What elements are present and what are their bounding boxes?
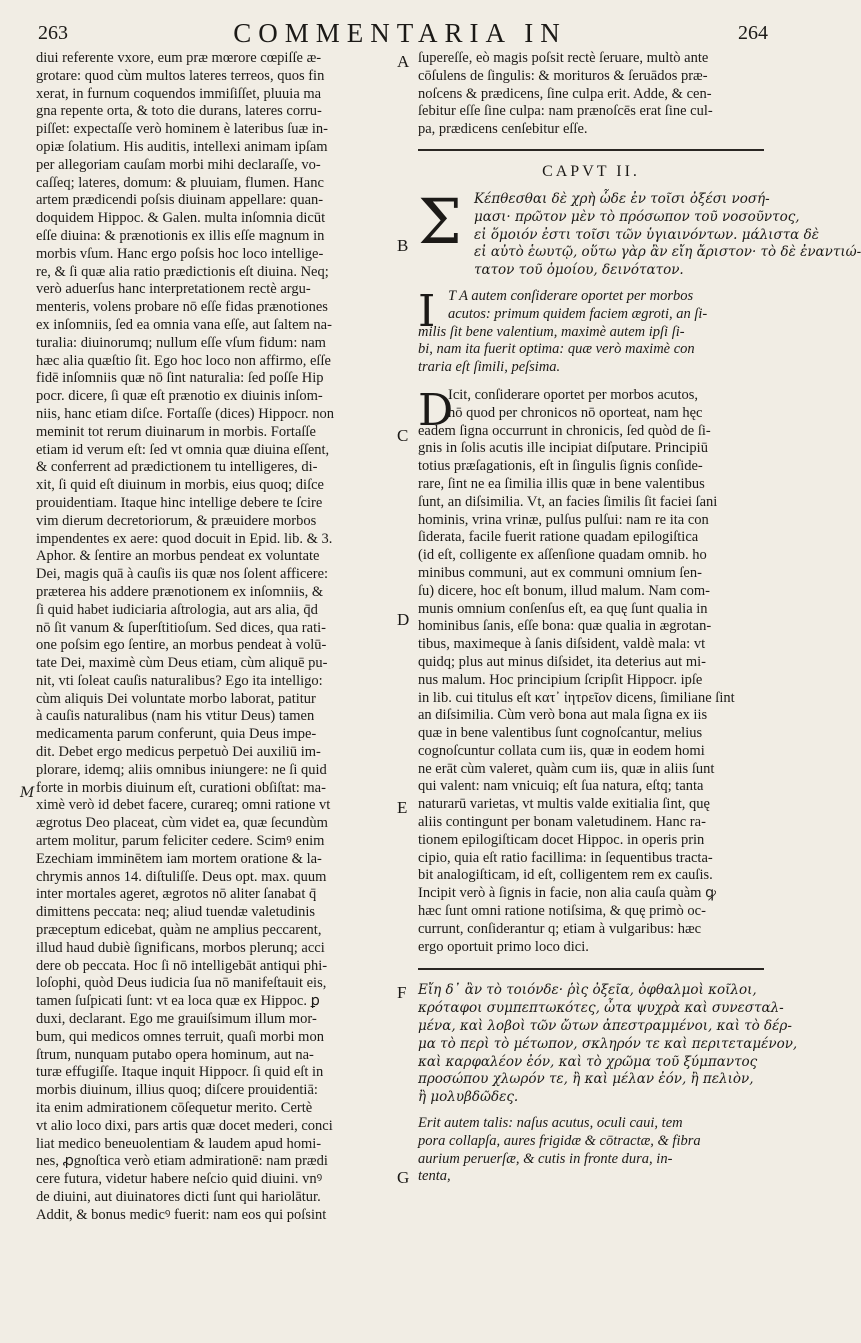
text-line: dere ob peccata. Hoc ſi nō intelligebāt antiqui phi- <box>36 957 328 974</box>
text-line: caſſeq; lateres, domum: & pluuiam, flumen. Hanc <box>36 174 324 191</box>
text-line: ſupereſſe, eò magis poſsit rectè ſeruare, multò ante <box>418 50 709 66</box>
right-column <box>418 50 861 1186</box>
text-line: & conferrent ad prædictionem tu intelligeres, di- <box>36 459 318 476</box>
text-line: tibus, maximeque à ſanis diſsident, valdè mala: vt <box>418 636 706 653</box>
text-line: cognoſcuntur collata cum iis, quæ in eodem homi <box>418 742 705 759</box>
text-line: turalia: diuinorumq; nullum eſſe vſum fidum: nam <box>36 334 326 351</box>
text-line: eſſe diuina: & prænotionis ex illis eſſe magnum in <box>36 227 325 244</box>
text-line: hominibus ſanis, eſſe bona: quæ qualia in ægrotan- <box>418 618 712 635</box>
text-line: medicamenta parum conferunt, quia Deus impe- <box>36 726 317 743</box>
text-line: forte in morbis diuinum eſt, curationi obſiſtat: ma- <box>36 779 326 796</box>
text-line: cipio, quia eſt ratio facillima: in ſequentibus tracta- <box>418 849 713 866</box>
text-line: ex inſomniis, ſed ea omnia vana eſſe, aut ſaltem na- <box>36 316 332 333</box>
text-line: dimittens peccata: neq; aliud tuendæ valetudinis <box>36 904 316 921</box>
text-line: ſi quid habet iudiciaria aſtrologia, aut ars alia, q̄d <box>36 601 318 618</box>
text-line: ſunt, an diſsimilia. Vt, an facies ſimilis ſit faciei ſani <box>418 493 718 510</box>
text-line: Aphor. & ſentire an morbus pendeat ex voluntate <box>36 548 320 565</box>
text-line: morbis vſum. Hanc ergo poſsis hoc loco intellige- <box>36 245 324 262</box>
text-line: præceptum edicebat, quàm ne amplius peccarent, <box>36 922 322 939</box>
greek-line: καὶ καρφαλέον ἐόν, καὶ τὸ χρῶμα τοῦ ξύμπαντος <box>418 1053 758 1070</box>
italic-line: acutos: primum quidem faciem ægroti, an ſi- <box>448 305 708 322</box>
text-line: turæ effugiſſe. Itaque inquit Hippocr. ſi quid eſt in <box>36 1064 324 1081</box>
text-line: niis, hanc etiam diſce. Fortaſſe (dices) Hippocr. non <box>36 405 334 422</box>
text-line: xerat, in furnum coquendos immiſiſſet, pluuia ma <box>36 85 322 102</box>
text-line: ægrotus Deo placeat, cùm videt ea, quæ ſecundùm <box>36 815 328 832</box>
commentary-initial: D <box>418 384 454 436</box>
text-line: Dei, magis quā à cauſis iis quæ nos ſolent afficere: <box>36 566 329 583</box>
chapter-heading: CAPVT II. <box>542 162 640 180</box>
text-line: nit, vti ſoleat cauſis naturalibus? Ego ita intelligo: <box>36 672 323 689</box>
greek-line: μασι· πρῶτον μὲν τὸ πρόσωπον τοῦ νοσοῦντος, <box>474 208 800 225</box>
commentary-block <box>418 384 764 957</box>
text-line: liat medico beneuolentiam & laudem apud homi- <box>36 1135 322 1152</box>
text-line: inter mortales ageret, ægrotos nō aliter ſanabat q̄ <box>36 886 317 903</box>
italic-line: aurium peruerſæ, & cutis in fronte dura, in- <box>418 1150 673 1167</box>
text-line: tate Dei, maximè cùm Deus etiam, cùm aliquē pu- <box>36 655 328 672</box>
text-line: illud haud dubiè ſignificans, morbos plerunq; acci <box>36 939 325 956</box>
greek-line: Κέπθεσθαι δὲ χρὴ ὧδε ἐν τοῖσι ὀξέσι νοσή- <box>474 190 770 207</box>
text-line: bit analogiſticam, id eſt, colligentem rem ex cauſis. <box>418 867 713 884</box>
italic-line: tenta, <box>418 1168 451 1185</box>
text-line: Addit, & bonus medicꝰ fuerit: nam eos qui poſsint <box>36 1206 327 1223</box>
text-line: artem prædicendi poſsis diuinam appellare: quan- <box>36 192 324 209</box>
text-line: eadem ſigna occurrunt in chronicis, ſed quòd de ſi- <box>418 422 711 439</box>
text-line: hominis, vrina vrinæ, pulſus pulſui: nam re ita con <box>418 511 709 528</box>
text-line: quidq; plus aut minus diſsidet, ita deterius aut mi- <box>418 653 706 670</box>
text-line: ſiderata, facile fuerit ratione quadam epilogiſtica <box>418 529 699 546</box>
latin-translation-block-2 <box>418 1115 764 1186</box>
greek-line: προσώπου χλωρόν τε, ἢ καὶ μέλαν ἐόν, ἢ πελιὸν, <box>418 1071 754 1088</box>
section-rule-2 <box>418 968 764 970</box>
running-title: COMMENTARIA IN <box>233 18 567 48</box>
text-line: Icit, conſiderare oportet per morbos acutos, <box>448 386 699 403</box>
text-line: ita enim admirationem cōſequetur merito. Certè <box>36 1100 313 1117</box>
greek-text-block-2 <box>418 982 798 1107</box>
margin-letter-a: A <box>397 52 410 71</box>
margin-letter-c: C <box>397 426 409 445</box>
text-line: cōſulens de ſingulis: & morituros & ſeruādos præ- <box>418 67 708 84</box>
margin-letter-e: E <box>397 798 408 817</box>
latin-initial: I <box>418 285 436 337</box>
text-line: hæc ſunt omni ratione notiſsima, & quę primò oc- <box>418 903 706 920</box>
page-number-right: 264 <box>738 22 768 44</box>
text-line: an diſsimilia. Cùm verò bona aut mala ſigna ex iis <box>418 707 708 724</box>
text-line: verò aduerſus hanc interpretationem rectè argu- <box>36 281 311 298</box>
right-top-text <box>418 50 764 139</box>
text-line: vt alio loco dixi, pars artis quæ docet mederi, conci <box>36 1117 333 1134</box>
text-line: cere futura, videtur habere neſcio quid diuini. vnꝰ <box>36 1171 323 1188</box>
italic-line: Erit autem talis: naſus acutus, oculi caui, tem <box>418 1115 683 1132</box>
page-header <box>0 18 800 54</box>
margin-letter-g: G <box>397 1168 410 1187</box>
text-line: Incipit verò à ſignis in facie, non alia cauſa quàm ꝙ <box>418 885 716 902</box>
text-line: morbis diuinum, illius quoq; diſcere prouidentiā: <box>36 1082 318 1099</box>
greek-line: μα τὸ περὶ τὸ μέτωπον, σκληρόν τε καὶ περιτεταμένον, <box>418 1035 798 1052</box>
text-line: currunt, conſiderantur q; etiam à vulgaribus: hæc <box>418 920 702 937</box>
text-line: diui referente vxore, eum præ mœrore cœpiſſe æ- <box>36 50 322 66</box>
text-line: chrymis annos 14. diſtuliſſe. Deus opt. max. quum <box>36 868 327 885</box>
text-line: cùm aliquis Dei voluntate morbo laborat, patitur <box>36 690 316 707</box>
italic-line: pora collapſa, aures frigidæ & cōtractæ, & fibra <box>418 1132 701 1149</box>
text-line: opiæ ſolatium. His auditis, intellexi animam ipſam <box>36 138 328 155</box>
text-line: ximè verò id debet facere, curareq; omni ratione vt <box>36 797 331 814</box>
text-line: dit. Debet ergo medicus perpetuò Dei auxiliū im- <box>36 744 321 761</box>
text-line: etiam id verum eſt: ſed vt omnia quæ diuina eſſent, <box>36 441 330 458</box>
italic-line: milis ſit bene valentium, maximè autem ipſi ſi- <box>418 323 685 340</box>
greek-line: Εἴη δ᾽ ἂν τὸ τοιόνδε· ῥὶς ὀξεῖα, ὀφθαλμοὶ κοῖλοι, <box>418 982 757 999</box>
text-line: loſophi, quòd Deus iudicia ſua nō manifeſtauit eis, <box>36 975 327 992</box>
text-line: in lib. cui titulus eſt κατ᾽ ἰητρεῖον dicens, ſimiliane ſint <box>418 689 735 706</box>
text-line: aliis contingunt per bonam valetudinem. Hanc ra- <box>418 814 706 831</box>
italic-line: bi, nam ita fuerit optima: quæ verò maximè con <box>418 341 695 358</box>
text-line: grotare: quod cùm multos lateres terreos, quos fin <box>36 67 325 84</box>
text-line: Ezechiam imminētem iam mortem oratione & la- <box>36 850 322 867</box>
text-line: artem molitur, parum feliciter cedere. Scimꝰ enim <box>36 833 325 850</box>
text-line: plorare, idemq; aliis omnibus iniungere: ne ſi quid <box>36 761 327 778</box>
text-line: ſebitur eſſe ſine culpa: nam prænoſcēs erat ſine cul- <box>418 103 713 120</box>
margin-letter-f: F <box>397 983 407 1002</box>
margin-letter-b: B <box>397 236 409 255</box>
latin-translation-block <box>418 285 764 377</box>
text-line: fidē inſomniis quæ nō ſint naturalia: ſed poſſe Hip <box>36 370 324 387</box>
italic-line: T A autem conſiderare oportet per morbos <box>448 287 694 304</box>
text-line: duxi, declarant. Ego me grauiſsimum illum mor- <box>36 1011 317 1028</box>
text-line: rare, ſint ne ea ſimilia illis quæ in bene valentibus <box>418 475 705 492</box>
greek-initial: Σ <box>418 184 462 258</box>
left-column <box>36 50 394 1225</box>
text-line: qui valent: nam vnicuiq; eſt ſua natura, eſtq; tanta <box>418 778 704 795</box>
text-line: meminit tot rerum diuinarum in morbis. Fortaſſe <box>36 423 316 440</box>
text-line: ſu) dicere, hoc eſt bonum, illud malum. Nam com- <box>418 582 710 599</box>
page-number-left: 263 <box>38 22 68 44</box>
text-line: ſtrum, nunquam putabo opera hominum, aut na- <box>36 1046 314 1063</box>
greek-line: εἰ αὐτὸ ἑωυτῷ, οὕτω γὰρ ἂν εἴη ἄριστον· τὸ δὲ ἐναντιώ- <box>474 244 861 261</box>
text-line: ergo oportuit primo loco dici. <box>418 938 589 955</box>
italic-line: traria eſt ſimili, peſsima. <box>418 359 561 376</box>
text-line: piſſet: expectaſſe verò hominem è lateribus ſuæ in- <box>36 121 328 138</box>
text-line: per allegoriam cauſam morbi mihi declaraſſe, vo- <box>36 156 321 173</box>
text-line: pocr. dicere, ſi quæ eſt prænotio ex diuinis inſom- <box>36 388 323 405</box>
greek-text-block <box>418 184 861 280</box>
text-line: præterea his addere prænotionem ex inſomniis, & <box>36 583 324 600</box>
text-line: gnis in ſolis acutis ille incipiat diſputare. Principiū <box>418 440 708 457</box>
text-line: menteris, volens probare nō eſſe fidas prænotiones <box>36 299 328 316</box>
text-line: xit, ſi quid eſt diuinum in morbis, eius quoq; diſce <box>36 477 324 494</box>
text-line: à cauſis naturalibus (nam his vtitur Deus) tamen <box>36 708 315 725</box>
text-line: de diuini, aut diuinatores dicti ſunt qui hariolātur. <box>36 1189 321 1205</box>
greek-line: κρόταφοι συμπεπτωκότες, ὦτα ψυχρὰ καὶ συνεσταλ- <box>418 1000 784 1017</box>
greek-line: εἰ ὅμοιόν ἐστι τοῖσι τῶν ὑγιαινόντων. μάλιστα δὲ <box>474 226 819 243</box>
greek-line: μένα, καὶ λοβοὶ τῶν ὤτων ἀπεστραμμένοι, καὶ τὸ δέρ- <box>418 1018 792 1035</box>
text-line: impendentes ex aere: quod docuit in Epid. lib. & 3. <box>36 530 333 547</box>
text-line: doquidem Hippoc. & Galen. multa inſomnia dicūt <box>36 210 326 227</box>
text-line: noſcens & prædicens, ſine culpa erit. Adde, & cen- <box>418 85 712 102</box>
text-line: bum, qui medicos omnes terruit, quaſi morbi mon <box>36 1028 324 1045</box>
text-line: (id eſt, colligente ex aſſenſione quadam omnib. ho <box>418 547 707 564</box>
text-line: tamen ſuſpicati ſunt: vt ea loca quæ ex Hippoc. ꝑ <box>36 993 320 1010</box>
text-line: nes, ꝓgnoſtica verò etiam admirationē: nam prædi <box>36 1153 328 1170</box>
text-line: ne erāt cùm valeret, quàm cum iis, quæ in aliis ſunt <box>418 760 715 777</box>
text-line: nō quod per chronicos nō oporteat, nam hęc <box>448 404 703 421</box>
text-line: totius præſagationis, eſt in ſingulis ſignis conſide- <box>418 458 703 475</box>
text-line: one poſsim ego ſentire, an morbus pendeat à volū- <box>36 637 327 654</box>
greek-line: ἢ μολυβδῶδες. <box>418 1089 519 1106</box>
side-note-mark: M <box>20 785 35 801</box>
text-line: quæ in bene valentibus ſunt cognoſcantur, melius <box>418 725 703 742</box>
section-rule <box>418 149 764 151</box>
text-line: re, & ſi quæ alia ratio prædictionis eſt diuina. Neq; <box>36 263 329 280</box>
text-line: hæc alia quæſtio ſit. Ego hoc loco non affirmo, eſſe <box>36 352 331 369</box>
text-line: pa, prædicens cenſebitur eſſe. <box>418 121 588 138</box>
text-line: minibus communi, aut ex communi omnium ſen- <box>418 564 702 581</box>
text-line: prouidentiam. Itaque hinc intellige debere te ſcire <box>36 494 323 511</box>
text-line: tionem epilogiſticam docet Hippoc. in operis prin <box>418 831 705 848</box>
text-line: gna repente orta, & toto die durans, lateres corru- <box>36 103 322 120</box>
greek-line: τατον τοῦ ὁμοίου, δεινότατον. <box>474 262 684 279</box>
text-line: munis omnium conſenſus eſt, ea quę ſunt qualia in <box>418 600 708 617</box>
text-line: nus malum. Hoc principium ſcripſit Hippocr. ipſe <box>418 671 703 688</box>
text-line: vim dierum decretoriorum, & præuidere morbos <box>36 512 317 529</box>
text-line: naturarū varietas, vt multis valde exitialia ſint, quę <box>418 796 710 813</box>
margin-letter-d: D <box>397 610 410 629</box>
text-line: nō ſit vanum & ſuperſtitioſum. Sed dices, qua rati- <box>36 619 326 636</box>
